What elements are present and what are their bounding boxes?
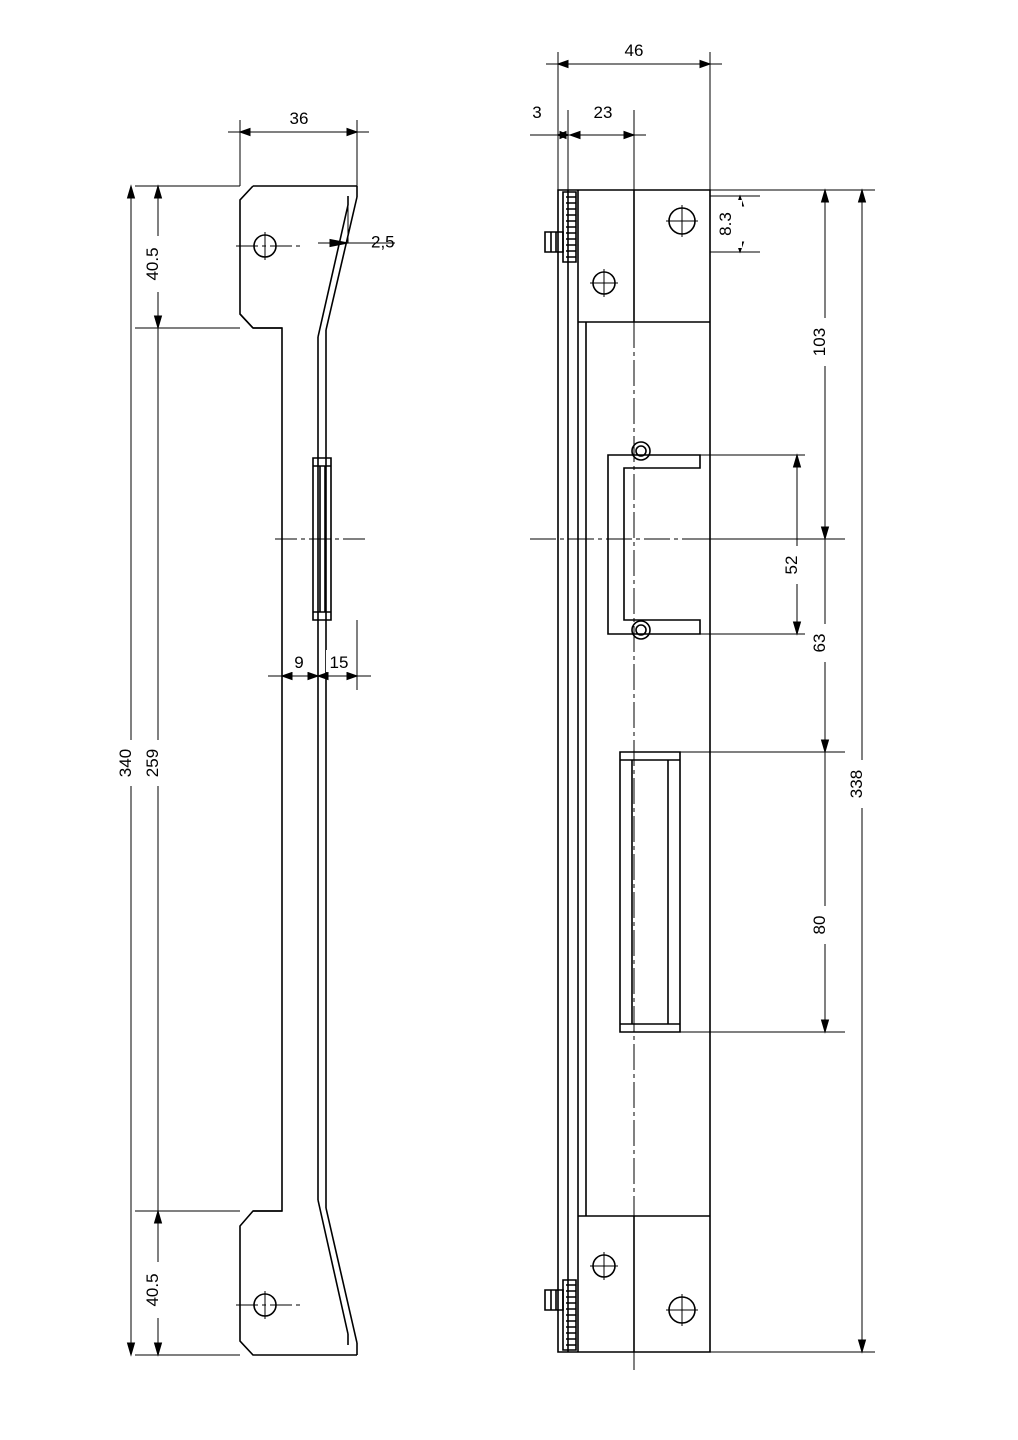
dim-15: 15 <box>329 653 349 672</box>
dim-bottom-40-5: 40.5 <box>143 1273 162 1307</box>
dim-top-40-5: 40.5 <box>143 247 162 281</box>
dimension-texts <box>116 38 875 1318</box>
dim-2-5: 2,5 <box>371 232 395 252</box>
right-view-top-hardware <box>545 192 576 262</box>
dim-103: 103 <box>810 327 829 357</box>
dim-9: 9 <box>294 653 304 672</box>
right-hole-cross <box>590 205 698 1326</box>
dim-8-3: 8.3 <box>716 212 735 236</box>
dim-338: 338 <box>847 769 866 799</box>
left-view-centerlines <box>236 246 365 1305</box>
dim-36: 36 <box>289 109 309 128</box>
dim-259: 259 <box>143 748 162 778</box>
dim-23: 23 <box>593 103 613 122</box>
right-view-bottom-hardware <box>545 1280 576 1350</box>
dim-63: 63 <box>810 633 829 653</box>
left-view-outline <box>240 186 357 1355</box>
dim-80: 80 <box>810 915 829 935</box>
left-view-holes <box>254 235 276 1316</box>
dim-46: 46 <box>624 41 644 60</box>
dim-52: 52 <box>782 555 801 575</box>
dim-3: 3 <box>532 103 542 122</box>
dim-340: 340 <box>116 748 135 778</box>
right-view-centerline <box>530 170 760 1370</box>
